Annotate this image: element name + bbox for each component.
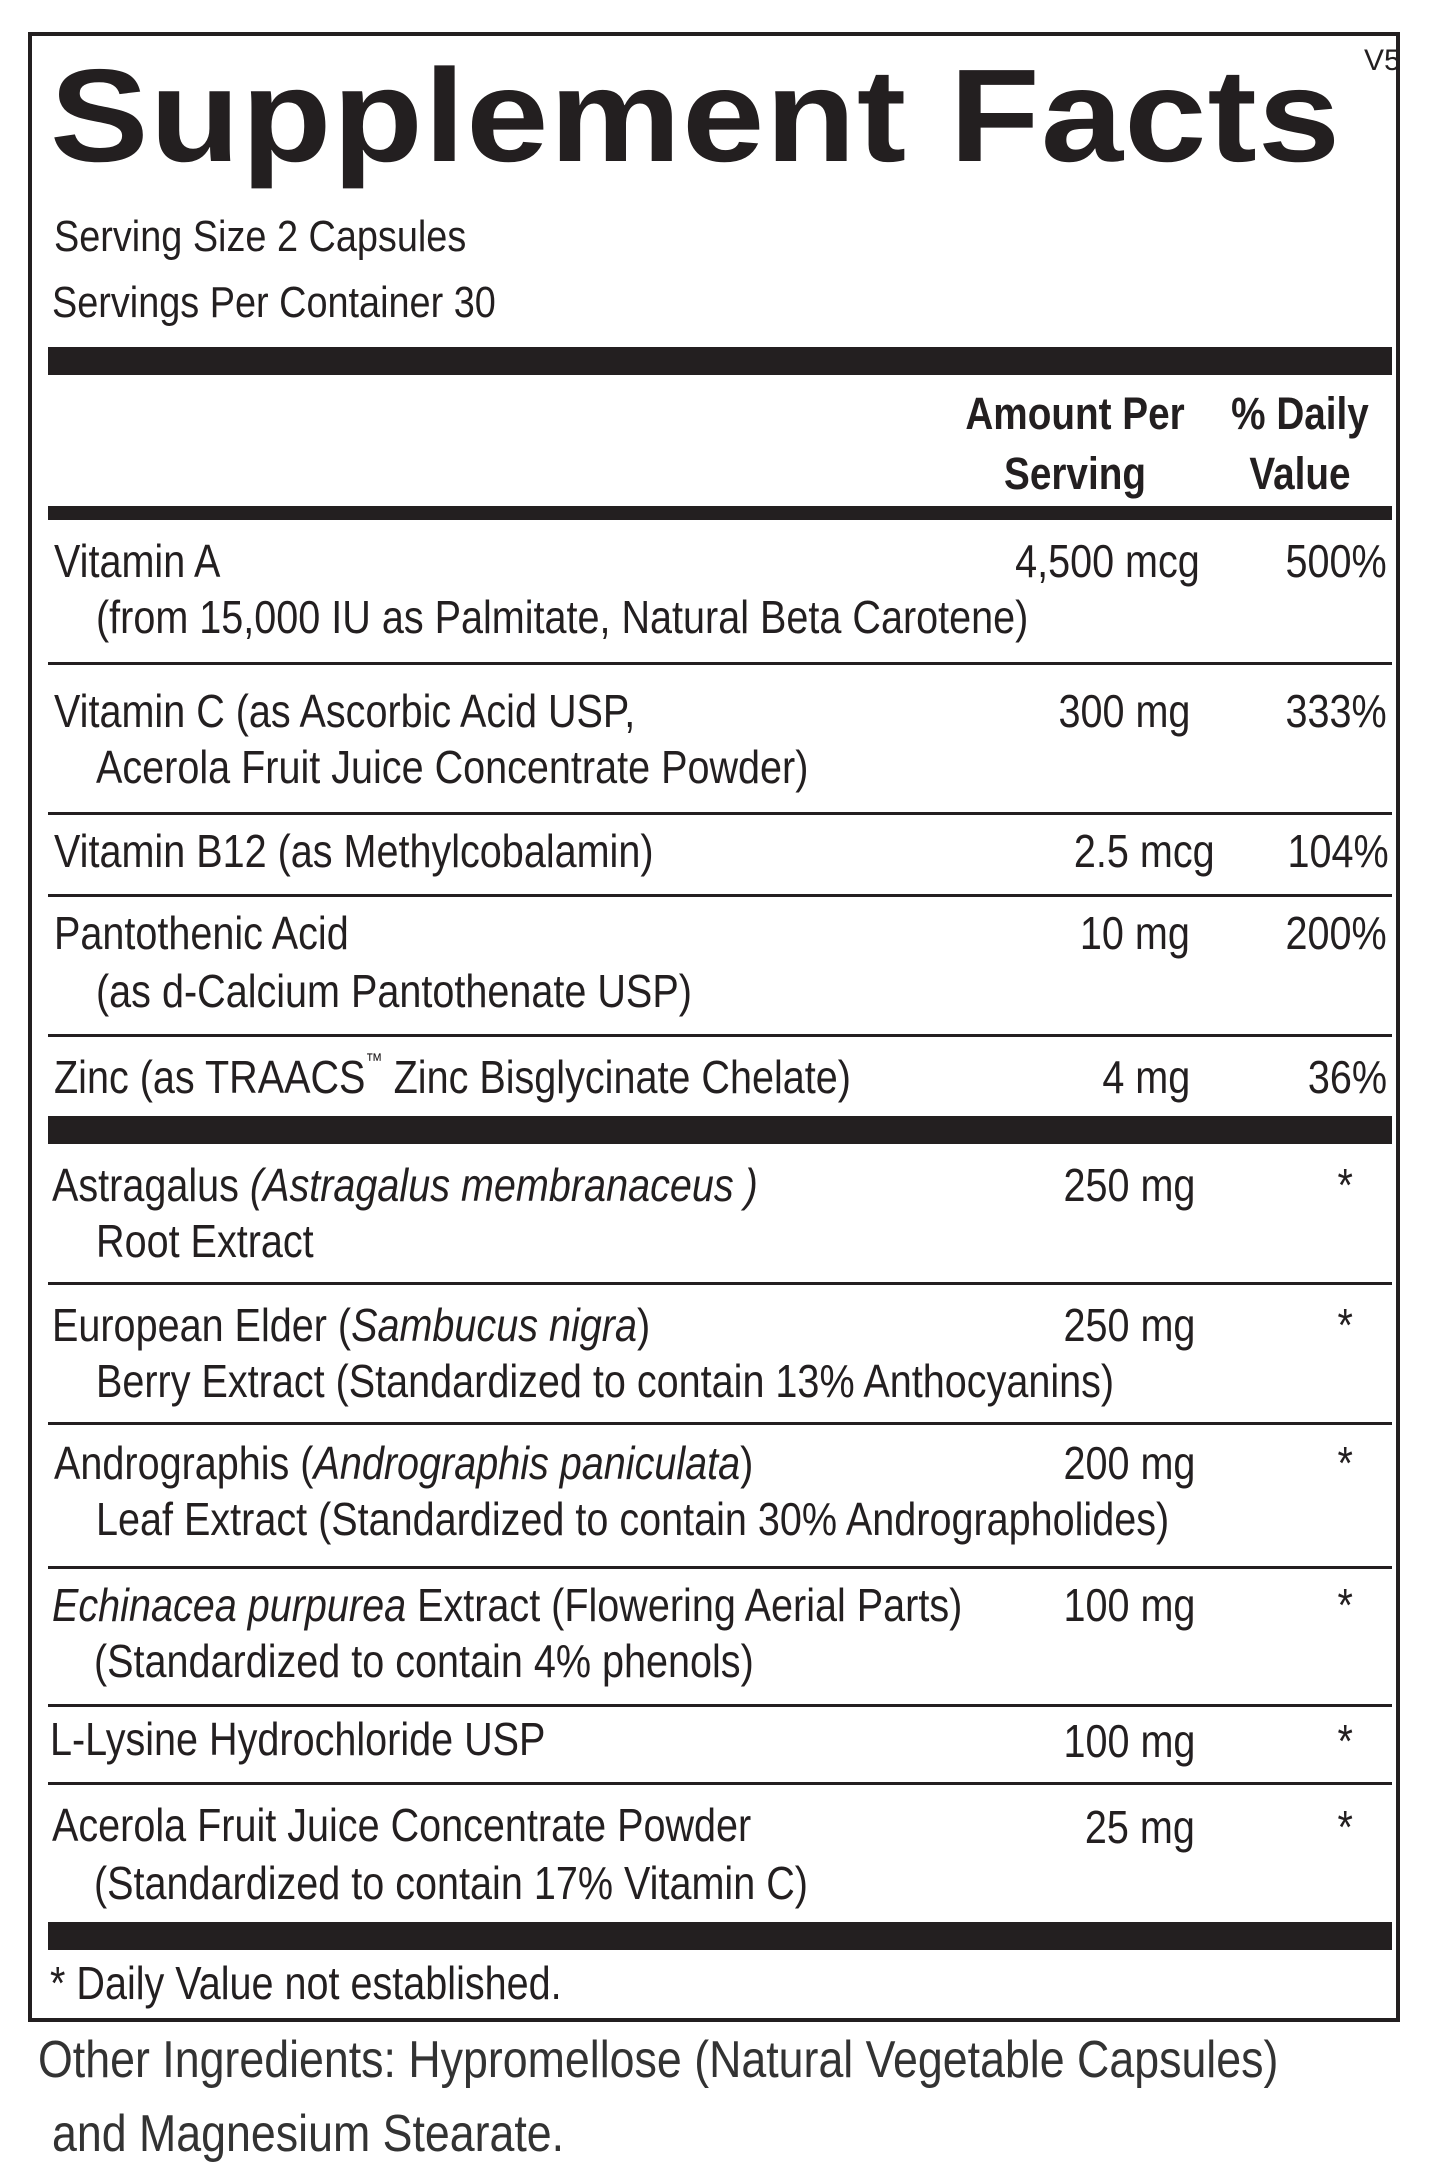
nutrient-source: (as d-Calcium Pantothenate USP) xyxy=(96,965,692,1017)
row-divider xyxy=(48,894,1392,897)
ingredient-name xyxy=(52,1578,962,1632)
nutrient-daily-value: 333% xyxy=(1285,685,1387,737)
column-header-dv-line1: % Daily xyxy=(1231,388,1369,439)
column-header-amount-line1: Amount Per xyxy=(965,388,1185,439)
nutrient-source: (from 15,000 IU as Palmitate, Natural Beta Carotene) xyxy=(96,591,1029,643)
nutrient-name: Vitamin A xyxy=(54,535,221,587)
ingredient-amount: 250 mg xyxy=(1063,1159,1195,1211)
nutrient-amount: 10 mg xyxy=(1080,907,1190,959)
ingredient-daily-value: * xyxy=(1337,1715,1353,1767)
ingredient-common-name: European Elder ( xyxy=(52,1299,352,1351)
nutrient-daily-value: 36% xyxy=(1307,1051,1387,1103)
nutrient-amount: 2.5 mcg xyxy=(1074,825,1215,877)
ingredient-common-name: Andrographis ( xyxy=(54,1437,314,1489)
nutrient-name: Vitamin B12 (as Methylcobalamin) xyxy=(54,825,654,877)
ingredient-latin-name: Echinacea purpurea xyxy=(52,1579,407,1631)
ingredient-name: Acerola Fruit Juice Concentrate Powder xyxy=(52,1799,752,1851)
trademark-symbol: ™ xyxy=(365,1050,383,1072)
ingredient-latin-name: Sambucus nigra xyxy=(351,1299,637,1351)
row-divider xyxy=(48,1566,1392,1569)
ingredient-detail: Leaf Extract (Standardized to contain 30% Andrographolides) xyxy=(96,1493,1170,1545)
other-ingredients-line1: Other Ingredients: Hypromellose (Natural Vegetable Capsules) xyxy=(38,2031,1279,2089)
ingredient-latin-name: Andrographis paniculata xyxy=(313,1437,741,1489)
other-ingredients-line2: and Magnesium Stearate. xyxy=(52,2105,565,2163)
ingredient-daily-value: * xyxy=(1337,1437,1353,1489)
ingredient-detail: Berry Extract (Standardized to contain 13% Anthocyanins) xyxy=(96,1355,1115,1407)
nutrient-name-part2: Zinc Bisglycinate Chelate) xyxy=(382,1051,851,1103)
nutrient-name xyxy=(54,1050,851,1104)
ingredient-name-suffix: ) xyxy=(636,1299,651,1351)
ingredient-amount: 250 mg xyxy=(1063,1299,1195,1351)
ingredient-amount: 25 mg xyxy=(1085,1801,1195,1853)
row-divider xyxy=(48,812,1392,815)
column-header-amount xyxy=(959,384,1191,504)
ingredient-amount: 200 mg xyxy=(1063,1437,1195,1489)
row-divider xyxy=(48,1034,1392,1037)
nutrient-daily-value: 104% xyxy=(1287,825,1389,877)
ingredient-detail: Root Extract xyxy=(96,1215,314,1267)
column-header-daily-value xyxy=(1223,384,1378,504)
nutrient-source: Acerola Fruit Juice Concentrate Powder) xyxy=(96,741,809,793)
nutrient-daily-value: 200% xyxy=(1285,907,1387,959)
ingredient-name: L-Lysine Hydrochloride USP xyxy=(50,1713,546,1765)
nutrient-daily-value: 500% xyxy=(1285,535,1387,587)
nutrient-amount: 300 mg xyxy=(1058,685,1190,737)
ingredient-daily-value: * xyxy=(1337,1159,1353,1211)
ingredient-amount: 100 mg xyxy=(1063,1579,1195,1631)
ingredient-daily-value: * xyxy=(1337,1579,1353,1631)
ingredient-detail: (Standardized to contain 17% Vitamin C) xyxy=(94,1857,808,1909)
medium-divider xyxy=(48,506,1392,520)
ingredient-daily-value: * xyxy=(1337,1801,1353,1853)
ingredient-daily-value: * xyxy=(1337,1299,1353,1351)
nutrient-name-part1: Zinc (as TRAACS xyxy=(54,1051,366,1103)
ingredient-name xyxy=(52,1298,650,1352)
row-divider xyxy=(48,1422,1392,1425)
thick-divider-middle xyxy=(48,1116,1392,1144)
ingredient-name-suffix: ) xyxy=(740,1437,754,1489)
version-label: V5 xyxy=(1364,44,1401,77)
column-header-dv-line2: Value xyxy=(1249,448,1351,499)
row-divider xyxy=(48,662,1392,665)
thick-divider-bottom xyxy=(48,1922,1392,1950)
servings-per-container: Servings Per Container 30 xyxy=(52,278,496,327)
ingredient-name xyxy=(54,1436,753,1490)
ingredient-detail: (Standardized to contain 4% phenols) xyxy=(94,1635,754,1687)
ingredient-name xyxy=(52,1158,758,1212)
nutrient-name: Pantothenic Acid xyxy=(54,907,349,959)
nutrient-amount: 4 mg xyxy=(1102,1051,1190,1103)
row-divider xyxy=(48,1782,1392,1785)
nutrient-name: Vitamin C (as Ascorbic Acid USP, xyxy=(54,685,636,737)
ingredient-amount: 100 mg xyxy=(1063,1715,1195,1767)
column-header-amount-line2: Serving xyxy=(1004,448,1146,499)
thick-divider-top xyxy=(48,347,1392,375)
panel-title: Supplement Facts xyxy=(50,42,1342,189)
ingredient-common-name: Astragalus xyxy=(52,1159,250,1211)
row-divider xyxy=(48,1282,1392,1285)
footnote: * Daily Value not established. xyxy=(50,1957,562,2009)
ingredient-latin-name: (Astragalus membranaceus ) xyxy=(249,1159,758,1211)
ingredient-name-suffix: Extract (Flowering Aerial Parts) xyxy=(406,1579,963,1631)
row-divider xyxy=(48,1704,1392,1707)
serving-size: Serving Size 2 Capsules xyxy=(54,212,467,261)
nutrient-amount: 4,500 mcg xyxy=(1015,535,1200,587)
